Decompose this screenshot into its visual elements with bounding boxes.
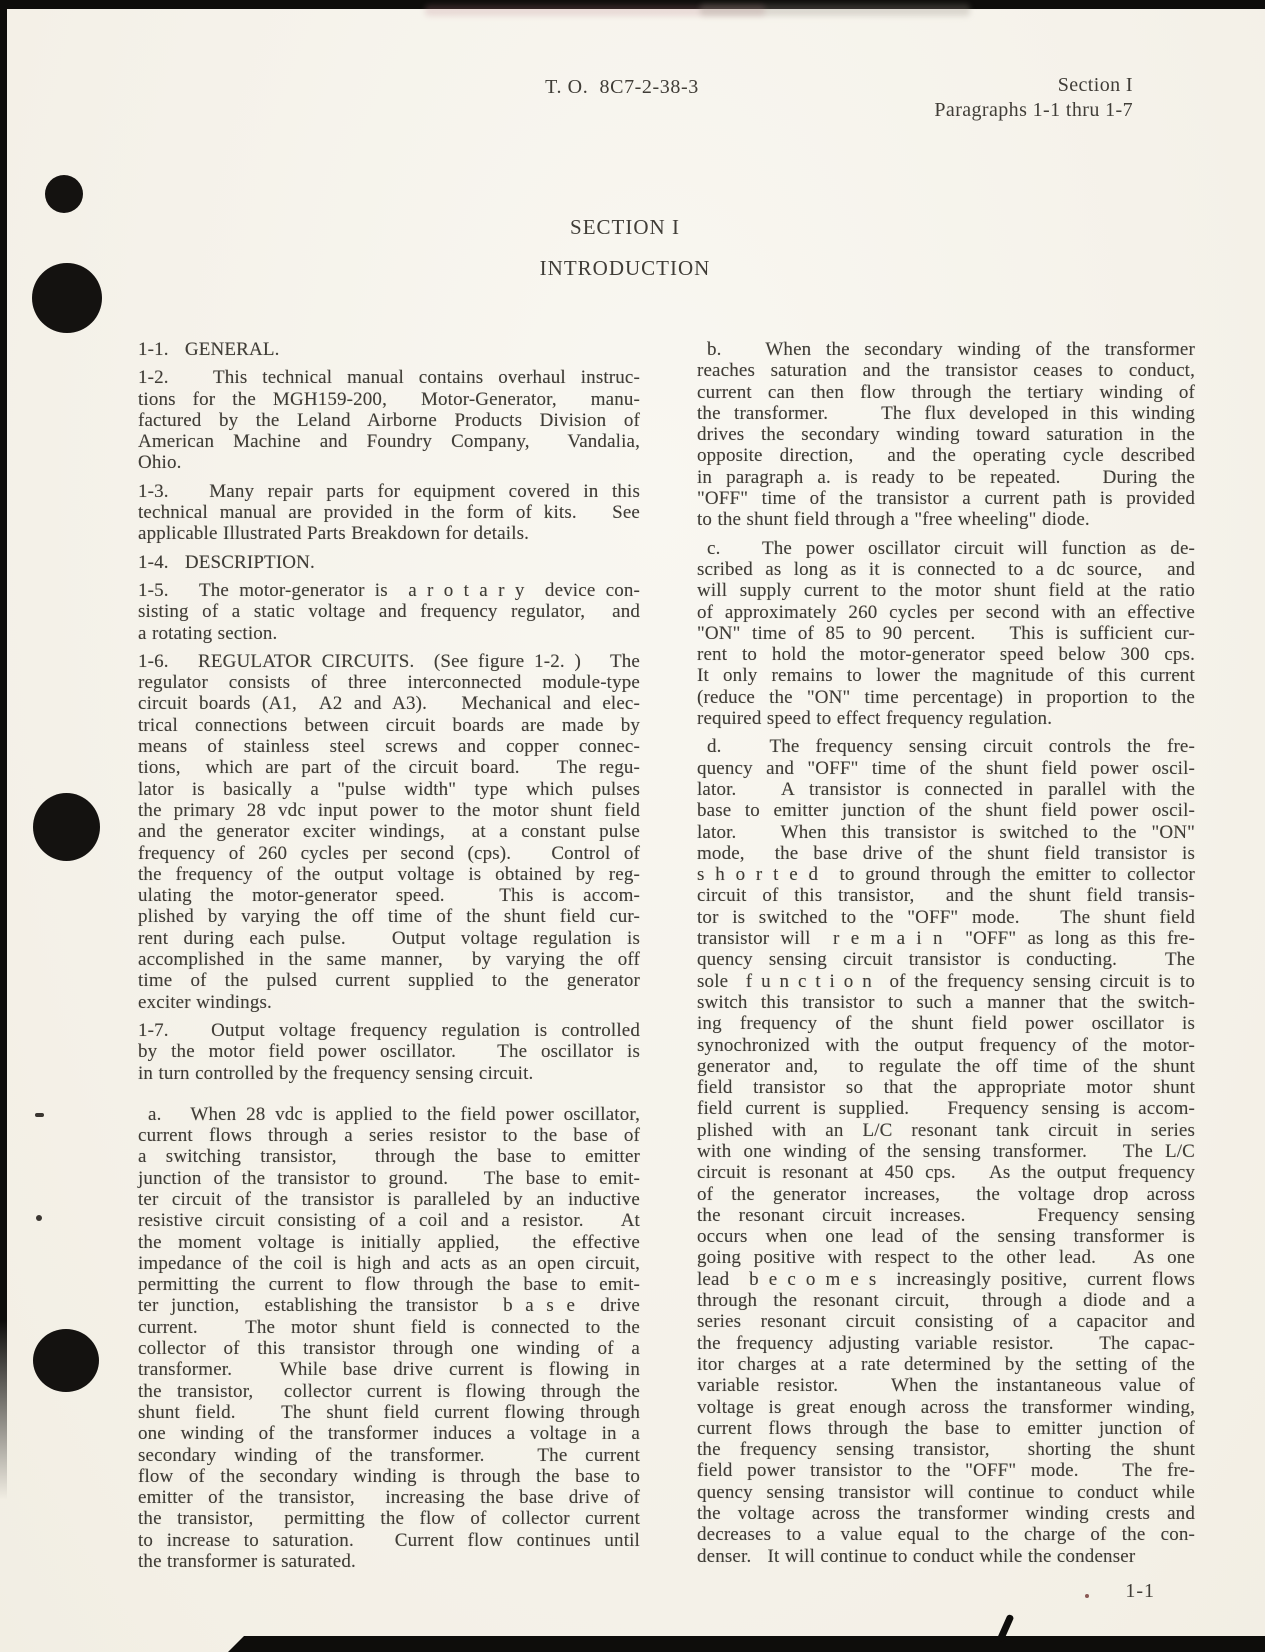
section-title: SECTION I — [570, 215, 680, 239]
text-line: through the resonant circuit, through a diode and a — [697, 1290, 1195, 1312]
text-line: field current is supplied. Frequency sensing is accom- — [697, 1098, 1195, 1120]
text-line: the moment voltage is initially applied, the effective — [138, 1231, 640, 1253]
scan-edge-left — [0, 0, 7, 1500]
text-line: series resonant circuit consisting of a capacitor and — [697, 1311, 1195, 1333]
paragraphs-ref: Paragraphs 1-1 thru 1-7 — [934, 99, 1133, 121]
text-line: the resonant circuit increases. Frequency sensing — [697, 1204, 1195, 1226]
header-right — [934, 73, 1133, 123]
text-line: ter junction, establishing the transistor b a s e drive — [138, 1295, 640, 1317]
text-line: shunt field. The shunt field current flowing through — [138, 1401, 640, 1423]
text-line: field power transistor to the "OFF" mode. The fre- — [697, 1460, 1195, 1482]
text-line: regulator consists of three interconnected module-type — [138, 672, 640, 694]
text-line: the transistor, collector current is flowing through the — [138, 1380, 640, 1402]
text-line: 1-3. Many repair parts for equipment covered in this — [138, 480, 640, 502]
body-columns — [138, 339, 1195, 1579]
text-line: synochronized with the output frequency of the motor- — [697, 1034, 1195, 1056]
text-line: transformer. While base drive current is flowing in — [138, 1359, 640, 1381]
scan-speck — [35, 1113, 44, 1117]
text-line: in turn controlled by the frequency sensing circuit. — [138, 1062, 534, 1084]
text-line: the frequency of the output voltage is obtained by reg- — [138, 863, 640, 885]
paragraph-a — [138, 1104, 640, 1573]
paragraph-1-4 — [138, 552, 640, 573]
text-line: factured by the Leland Airborne Products Division of — [138, 409, 640, 431]
text-line: drives the secondary winding toward saturation in the — [697, 424, 1195, 446]
text-line: c. The power oscillator circuit will function as de- — [707, 537, 1195, 559]
text-line: a. When 28 vdc is applied to the field power oscillator, — [148, 1103, 640, 1125]
text-line: 1-5. The motor-generator is a r o t a r y device con- — [138, 579, 640, 601]
text-line: going positive with respect to the other lead. As one — [697, 1247, 1195, 1269]
text-line: sisting of a static voltage and frequency regulator, and — [138, 601, 640, 623]
text-line: field transistor so that the appropriate motor shunt — [697, 1077, 1195, 1099]
text-line: scribed as long as it is connected to a dc source, and — [697, 558, 1195, 580]
text-line: applicable Illustrated Parts Breakdown for details. — [138, 523, 530, 545]
scan-speck — [1085, 1594, 1089, 1598]
punch-hole — [33, 793, 100, 861]
left-column — [138, 339, 640, 1579]
text-line: "OFF" time of the transistor a current path is provided — [697, 488, 1195, 510]
text-line: ing frequency of the shunt field power oscillator is — [697, 1013, 1195, 1035]
text-line: tor is switched to the "OFF" mode. The shunt field — [697, 906, 1195, 928]
text-line: exciter windings. — [138, 991, 272, 1013]
text-line: one winding of the transformer induces a voltage in a — [138, 1423, 640, 1445]
text-line: permitting the current to flow through the base to emit- — [138, 1274, 640, 1296]
text-line: will supply current to the motor shunt field at the ratio — [697, 580, 1195, 602]
text-line: the primary 28 vdc input power to the motor shunt field — [138, 799, 640, 821]
text-line: accomplished in the same manner, by varying the off — [138, 949, 640, 971]
text-line: quency and "OFF" time of the shunt field power oscil- — [697, 757, 1195, 779]
text-line: a rotating section. — [138, 622, 278, 644]
text-line: with one winding of the sensing transformer. The L/C — [697, 1140, 1195, 1162]
text-line: to the shunt field through a "free wheeling" diode. — [697, 509, 1090, 531]
right-column — [697, 339, 1195, 1579]
text-line: voltage is great enough across the transformer winding, — [697, 1396, 1195, 1418]
text-line: required speed to effect frequency regulation. — [697, 708, 1053, 730]
text-line: current flows through the base to emitter junction of — [697, 1417, 1195, 1439]
text-line: current. The motor shunt field is connected to the — [138, 1316, 640, 1338]
paragraph-b — [697, 339, 1195, 531]
text-line: denser. It will continue to conduct while the condenser — [697, 1545, 1136, 1567]
text-line: circuit is resonant at 450 cps. As the output frequency — [697, 1162, 1195, 1184]
text-line: 1-2. This technical manual contains overhaul instruc- — [138, 367, 640, 389]
text-line: flow of the secondary winding is through the base to — [138, 1465, 640, 1487]
text-line: by the motor field power oscillator. The oscillator is — [138, 1041, 640, 1063]
text-line: frequency of 260 cycles per second (cps). Control of — [138, 842, 640, 864]
punch-hole — [32, 263, 102, 333]
text-line: transistor will r e m a i n "OFF" as long as this fre- — [697, 928, 1195, 950]
text-line: occurs when one lead of the sensing transformer is — [697, 1226, 1195, 1248]
text-line: the transformer. The flux developed in this winding — [697, 402, 1195, 424]
text-line: the transistor, permitting the flow of collector current — [138, 1508, 640, 1530]
text-line: secondary winding of the transformer. The current — [138, 1444, 640, 1466]
text-line: It only remains to lower the magnitude of this current — [697, 665, 1195, 687]
text-line: s h o r t e d to ground through the emitter to collector — [697, 864, 1195, 886]
text-line: junction of the transistor to ground. The base to emit- — [138, 1167, 640, 1189]
text-line: tions for the MGH159-200, Motor-Generator, manu- — [138, 388, 640, 410]
text-line: opposite direction, and the operating cycle described — [697, 445, 1195, 467]
text-line: in paragraph a. is ready to be repeated. During the — [697, 466, 1195, 488]
text-line: variable resistor. When the instantaneous value of — [697, 1375, 1195, 1397]
paragraph-1-2 — [138, 367, 640, 473]
scan-speck — [36, 1215, 42, 1221]
text-line: quency sensing circuit transistor is conducting. The — [697, 949, 1195, 971]
text-line: emitter of the transistor, increasing the base drive of — [138, 1487, 640, 1509]
doc-number: T. O. 8C7-2-38-3 — [545, 76, 699, 98]
text-line: quency sensing transistor will continue to conduct while — [697, 1481, 1195, 1503]
text-line: American Machine and Foundry Company, Vandalia, — [138, 431, 640, 453]
text-line: lator. A transistor is connected in parallel with the — [697, 778, 1195, 800]
text-line: technical manual are provided in the form of kits. See — [138, 502, 640, 524]
text-line: b. When the secondary winding of the transformer — [707, 339, 1195, 360]
text-line: base to emitter junction of the shunt field power oscil- — [697, 800, 1195, 822]
text-line: the voltage across the transformer winding crests and — [697, 1503, 1195, 1525]
text-line: switch this transistor to such a manner that the switch- — [697, 991, 1195, 1013]
text-line: Ohio. — [138, 452, 182, 474]
text-line: circuit of this transistor, and the shunt field transis- — [697, 885, 1195, 907]
text-line: plished by varying the off time of the shunt field cur- — [138, 906, 640, 928]
text-line: rent to hold the motor-generator speed below 300 cps. — [697, 644, 1195, 666]
text-line: means of stainless steel screws and copper connec- — [138, 736, 640, 758]
text-line: current flows through a series resistor to the base of — [138, 1125, 640, 1147]
paragraph-1-5 — [138, 580, 640, 644]
text-line: rent during each pulse. Output voltage regulation is — [138, 927, 640, 949]
text-line: 1-6. REGULATOR CIRCUITS. (See figure 1-2. ) The — [138, 650, 640, 672]
text-line: d. The frequency sensing circuit controls the fre- — [707, 736, 1195, 758]
text-line: mode, the base drive of the shunt field transistor is — [697, 842, 1195, 864]
section-ref: Section I — [1057, 74, 1133, 96]
text-line: decreases to a value equal to the charge of the con- — [697, 1524, 1195, 1546]
paragraph-1-1 — [138, 339, 640, 360]
text-line: impedance of the coil is high and acts as an open circuit, — [138, 1252, 640, 1274]
text-line: circuit boards (A1, A2 and A3). Mechanical and elec- — [138, 693, 640, 715]
text-line: sole f u n c t i o n of the frequency sensing circuit is to — [697, 970, 1195, 992]
text-line: the transformer is saturated. — [138, 1551, 356, 1573]
punch-hole — [45, 175, 83, 213]
text-line: (reduce the "ON" time percentage) in proportion to the — [697, 686, 1195, 708]
text-line: and the generator exciter windings, at a constant pulse — [138, 821, 640, 843]
text-line: resistive circuit consisting of a coil and a resistor. At — [138, 1210, 640, 1232]
text-line: itor charges at a rate determined by the setting of the — [697, 1353, 1195, 1375]
text-line: current can then flow through the tertiary winding of — [697, 381, 1195, 403]
text-line: time of the pulsed current supplied to the generator — [138, 970, 640, 992]
section-subtitle: INTRODUCTION — [539, 256, 711, 280]
scan-edge-bottom — [228, 1636, 1265, 1652]
punch-hole — [33, 1329, 99, 1392]
text-line: 1-7. Output voltage frequency regulation is controlled — [138, 1019, 640, 1041]
text-line: reaches saturation and the transistor ceases to conduct, — [697, 360, 1195, 382]
text-line: lator is basically a "pulse width" type which pulses — [138, 778, 640, 800]
text-line: collector of this transistor through one winding of a — [138, 1338, 640, 1360]
stamp-smudge — [700, 4, 970, 16]
text-line: lator. When this transistor is switched to the "ON" — [697, 821, 1195, 843]
text-line: a switching transistor, through the base to emitter — [138, 1146, 640, 1168]
paragraph-d — [697, 736, 1195, 1567]
text-line: trical connections between circuit boards are made by — [138, 714, 640, 736]
text-line: plished with an L/C resonant tank circuit in series — [697, 1119, 1195, 1141]
text-line: tions, which are part of the circuit board. The regu- — [138, 757, 640, 779]
text-line: "ON" time of 85 to 90 percent. This is sufficient cur- — [697, 622, 1195, 644]
text-line: generator and, to regulate the off time of the shunt — [697, 1055, 1195, 1077]
text-line: to increase to saturation. Current flow continues until — [138, 1529, 640, 1551]
page-number: 1-1 — [1125, 1580, 1155, 1602]
text-line: ulating the motor-generator speed. This is accom- — [138, 885, 640, 907]
text-line: lead b e c o m e s increasingly positive, current flows — [697, 1268, 1195, 1290]
paragraph-1-7 — [138, 1020, 640, 1084]
text-line: 1-1. GENERAL. — [138, 339, 280, 360]
text-line: 1-4. DESCRIPTION. — [138, 551, 315, 573]
text-line: of approximately 260 cycles per second with an effective — [697, 601, 1195, 623]
paragraph-1-3 — [138, 481, 640, 545]
paragraph-c — [697, 538, 1195, 730]
text-line: the frequency adjusting variable resistor. The capac- — [697, 1332, 1195, 1354]
text-line: of the generator increases, the voltage drop across — [697, 1183, 1195, 1205]
text-line: ter circuit of the transistor is paralleled by an inductive — [138, 1188, 640, 1210]
text-line: the frequency sensing transistor, shorting the shunt — [697, 1439, 1195, 1461]
paragraph-1-6 — [138, 651, 640, 1013]
